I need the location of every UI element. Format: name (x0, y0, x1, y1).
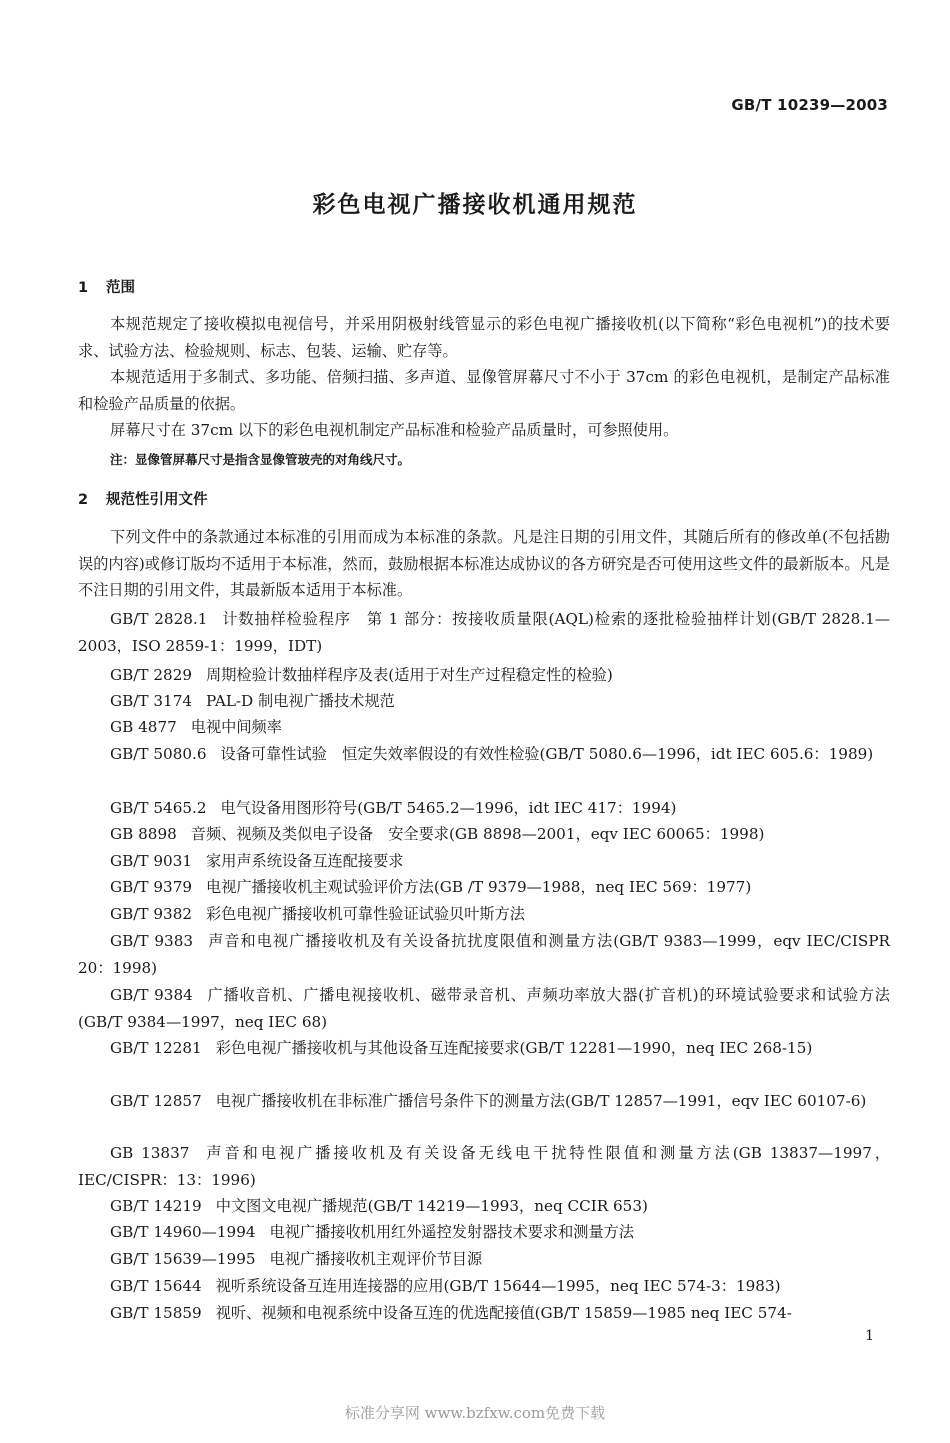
reference-entry (78, 1300, 890, 1327)
reference-text: 视听系统设备互连用连接器的应用(GB/T 15644—1995，neq IEC 574-3：1983) (215, 1277, 781, 1295)
reference-code: GB/T 15859 (110, 1304, 202, 1322)
reference-code: GB/T 3174 (110, 692, 193, 710)
document-title: 彩色电视广播接收机通用规范 (312, 192, 638, 218)
reference-code: GB/T 5080.6 (110, 745, 207, 763)
reference-entry (78, 1273, 890, 1300)
reference-entry (78, 1035, 890, 1062)
reference-entry (78, 688, 890, 715)
reference-text: 声音和电视广播接收机及有关设备无线电干扰特性限值和测量方法(GB 13837—1997，IEC/CISPR：13：1996) (78, 1144, 891, 1189)
scope-paragraph: 本规范规定了接收模拟电视信号，并采用阴极射线管显示的彩色电视广播接收机(以下简称“彩色电视机”)的技术要求、试验方法、检验规则、标志、包装、运输、贮存等。 (78, 315, 890, 360)
reference-entry (78, 1140, 890, 1193)
reference-code: GB/T 15644 (110, 1277, 202, 1295)
reference-entry (78, 1219, 890, 1246)
reference-entry (78, 662, 890, 689)
reference-code: GB/T 2829 (110, 666, 193, 684)
reference-text: 计数抽样检验程序 第 1 部分：按接收质量限(AQL)检索的逐批检验抽样计划(GB/T 2828.1—2003，ISO 2859-1：1999，IDT) (78, 610, 890, 655)
reference-text: 彩色电视广播接收机与其他设备互连配接要求(GB/T 12281—1990，neq IEC 268-15) (215, 1039, 813, 1057)
reference-entry (78, 848, 890, 875)
scope-paragraph: 本规范适用于多制式、多功能、倍频扫描、多声道、显像管屏幕尺寸不小于 37cm 的彩色电视机，是制定产品标准和检验产品质量的依据。 (78, 368, 890, 413)
watermark-text[interactable]: 标准分享网 www.bzfxw.com免费下载 (344, 1404, 606, 1422)
reference-text: 中文图文电视广播规范(GB/T 14219—1993，neq CCIR 653) (215, 1197, 648, 1215)
reference-code: GB/T 12857 (110, 1092, 202, 1110)
reference-text: 彩色电视广播接收机可靠性验证试验贝叶斯方法 (206, 905, 525, 923)
reference-entry (78, 982, 890, 1035)
reference-text: 电视广播接收机主观试验评价方法(GB /T 9379—1988，neq IEC 569：1977) (206, 878, 752, 896)
reference-code: GB/T 9383 (110, 932, 194, 950)
reference-text: PAL-D 制电视广播技术规范 (206, 692, 395, 710)
scope-paragraph: 屏幕尺寸在 37cm 以下的彩色电视机制定产品标准和检验产品质量时，可参照使用。 (110, 421, 679, 439)
section-title: 规范性引用文件 (106, 492, 208, 508)
section-title: 范围 (106, 280, 135, 296)
reference-entry (78, 606, 890, 659)
section-1-heading (78, 276, 135, 297)
reference-text: 电气设备用图形符号(GB/T 5465.2—1996，idt IEC 417：1994) (220, 799, 677, 817)
reference-text: 周期检验计数抽样程序及表(适用于对生产过程稳定性的检验) (206, 666, 613, 684)
reference-code: GB/T 14219 (110, 1197, 202, 1215)
reference-code: GB 8898 (110, 825, 177, 843)
section-2-heading (78, 488, 208, 509)
reference-code: GB/T 5465.2 (110, 799, 207, 817)
reference-entry (78, 928, 890, 981)
reference-entry (78, 795, 890, 822)
reference-text: 电视广播接收机在非标准广播信号条件下的测量方法(GB/T 12857—1991，eqv IEC 60107-6) (215, 1092, 867, 1110)
reference-text: 广播收音机、广播电视接收机、磁带录音机、声频功率放大器(扩音机)的环境试验要求和试验方法(GB/T 9384—1997，neq IEC 68) (78, 986, 890, 1031)
reference-text: 家用声系统设备互连配接要求 (206, 852, 404, 870)
reference-text: 音频、视频及类似电子设备 安全要求(GB 8898—2001，eqv IEC 60065：1998) (190, 825, 765, 843)
reference-entry (78, 901, 890, 928)
reference-code: GB/T 2828.1 (110, 610, 208, 628)
section-number: 1 (78, 280, 89, 296)
page-number: 1 (865, 1328, 874, 1344)
reference-text: 设备可靠性试验 恒定失效率假设的有效性检验(GB/T 5080.6—1996，idt IEC 605.6：1989) (220, 745, 874, 763)
reference-code: GB/T 9379 (110, 878, 193, 896)
reference-code: GB/T 9382 (110, 905, 193, 923)
reference-code: GB/T 12281 (110, 1039, 202, 1057)
reference-text: 电视广播接收机用红外遥控发射器技术要求和测量方法 (269, 1223, 635, 1241)
reference-entry (78, 874, 890, 901)
reference-entry (78, 821, 890, 848)
reference-text: 声音和电视广播接收机及有关设备抗扰度限值和测量方法(GB/T 9383—1999，eqv IEC/CISPR 20：1998) (78, 932, 890, 977)
reference-entry (78, 741, 890, 768)
scope-note: 注：显像管屏幕尺寸是指含显像管玻壳的对角线尺寸。 (110, 452, 411, 467)
reference-code: GB/T 9031 (110, 852, 193, 870)
references-intro: 下列文件中的条款通过本标准的引用而成为本标准的条款。凡是注日期的引用文件，其随后所有的修改单(不包括勘误的内容)或修订版均不适用于本标准，然而，鼓励根据本标准达成协议的各方研究是否可使用这些文件的最新版本。凡是不注日期的引用文件，其最新版本适用于本标准。 (78, 528, 890, 599)
reference-text: 电视广播接收机主观评价节目源 (269, 1250, 483, 1268)
reference-code: GB/T 14960—1994 (110, 1223, 256, 1241)
reference-entry (78, 1088, 890, 1115)
reference-code: GB/T 9384 (110, 986, 193, 1004)
reference-text: 视听、视频和电视系统中设备互连的优选配接值(GB/T 15859—1985 neq IEC 574- (215, 1304, 792, 1322)
reference-text: 电视中间频率 (190, 718, 282, 736)
reference-entry (78, 1193, 890, 1220)
standard-number: GB/T 10239—2003 (731, 96, 888, 114)
reference-code: GB 4877 (110, 718, 177, 736)
section-number: 2 (78, 492, 89, 508)
reference-code: GB/T 15639—1995 (110, 1250, 256, 1268)
reference-code: GB 13837 (110, 1144, 190, 1162)
reference-entry (78, 714, 890, 741)
reference-entry (78, 1246, 890, 1273)
